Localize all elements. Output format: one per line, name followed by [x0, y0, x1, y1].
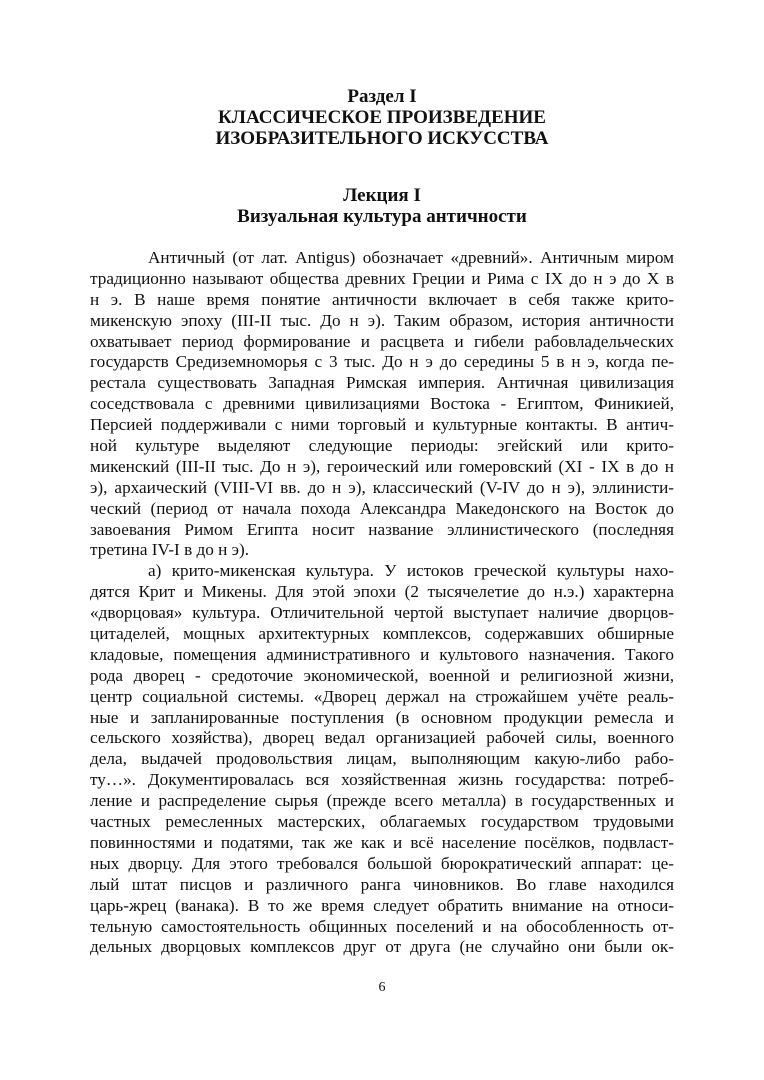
lecture-title: Визуальная культура античности [237, 206, 527, 227]
text-line: соседствовала с древними цивилизациями Востока - Египтом, Финикией, [90, 394, 674, 414]
text-line: цитаделей, мощных архитектурных комплексов, содержавших обширные [90, 624, 674, 644]
text-line: ные и запланированные поступления (в основном продукции ремесла и [90, 707, 674, 727]
text-line: Персией поддерживали с ними торговый и культурные контакты. В антич- [90, 415, 674, 435]
text-line: а) крито-микенская культура. У истоков греческой культуры нахо- [148, 561, 674, 581]
text-line: рода дворец - средоточие экономической, военной и религиозной жизни, [90, 665, 674, 685]
text-line: кладовые, помещения административного и культового назначения. Такого [90, 644, 674, 664]
text-line: царь-жрец (ванака). В то же время следует обратить внимание на относи- [90, 895, 674, 915]
text-line: Античный (от лат. Antigus) обозначает «древний». Античным миром [148, 248, 674, 267]
text-line: дельных дворцовых комплексов друг от друга (не случайно они были ок- [90, 937, 674, 957]
text-line: третина IV-I в до н э). [90, 540, 250, 560]
text-line: ческий (период от начала похода Александра Македонского на Восток до [90, 498, 674, 518]
text-line: дела, выдачей продовольствия лицам, выполняющим какую-либо рабо- [90, 749, 674, 769]
text-line: н э. В наше время понятие античности включает в себя также крито- [90, 289, 674, 309]
page-number: 6 [378, 980, 386, 995]
text-line: дятся Крит и Микены. Для этой эпохи (2 тысячелетие до н.э.) характерна [90, 582, 674, 602]
text-line: рестала существовать Западная Римская империя. Античная цивилизация [90, 373, 674, 393]
lecture-heading [0, 185, 764, 227]
section-label: Раздел I [347, 86, 417, 107]
text-line: сельского хозяйства), дворец ведал организацией рабочей силы, военного [90, 728, 674, 748]
text-line: «дворцовая» культура. Отличительной чертой выступает наличие дворцов- [90, 603, 674, 623]
body-text [90, 248, 674, 958]
text-line: повинностями и податями, так же как и всё население посёлков, подвласт- [90, 832, 674, 852]
text-line: центр социальной системы. «Дворец держал на строжайшем учёте реаль- [90, 686, 674, 706]
paragraph-1 [90, 248, 674, 561]
text-line: тельную самостоятельность общинных поселений и на обособленность от- [90, 916, 674, 936]
text-line: завоевания Римом Египта носит название эллинистического (последняя [90, 519, 674, 539]
text-line: микенскую эпоху (III-II тыс. До н э). Таким образом, история античности [90, 310, 674, 330]
text-line: ной культуре выделяют следующие периоды: эгейский или крито- [90, 436, 674, 456]
section-title-line-2: ИЗОБРАЗИТЕЛЬНОГО ИСКУССТВА [215, 128, 549, 149]
lecture-label: Лекция I [343, 185, 421, 206]
text-line: ных дворцу. Для этого требовался большой бюрократический аппарат: це- [90, 853, 674, 873]
text-line: традиционно называют общества древних Греции и Рима с IX до н э до X в [90, 268, 674, 288]
text-line: ту…». Документировалась вся хозяйственная жизнь государства: потреб- [90, 770, 674, 790]
paragraph-2 [90, 561, 674, 958]
text-line: ление и распределение сырья (прежде всего металла) в государственных и [90, 791, 674, 811]
section-heading [0, 86, 764, 149]
text-line: частных ремесленных мастерских, облагаемых государством трудовыми [90, 812, 674, 832]
text-line: микенский (III-II тыс. До н э), героический или гомеровский (XI - IX в до н [90, 456, 674, 476]
text-line: государств Средиземноморья с 3 тыс. До н э до середины 5 в н э, когда пе- [90, 352, 674, 372]
text-line: охватывает период формирование и расцвета и гибели рабовладельческих [90, 331, 674, 351]
section-title-line-1: КЛАССИЧЕСКОЕ ПРОИЗВЕДЕНИЕ [218, 107, 546, 128]
text-line: лый штат писцов и различного ранга чиновников. Во главе находился [90, 874, 674, 894]
text-line: э), архаический (VIII-VI вв. до н э), классический (V-IV до н э), эллинисти- [90, 477, 674, 497]
